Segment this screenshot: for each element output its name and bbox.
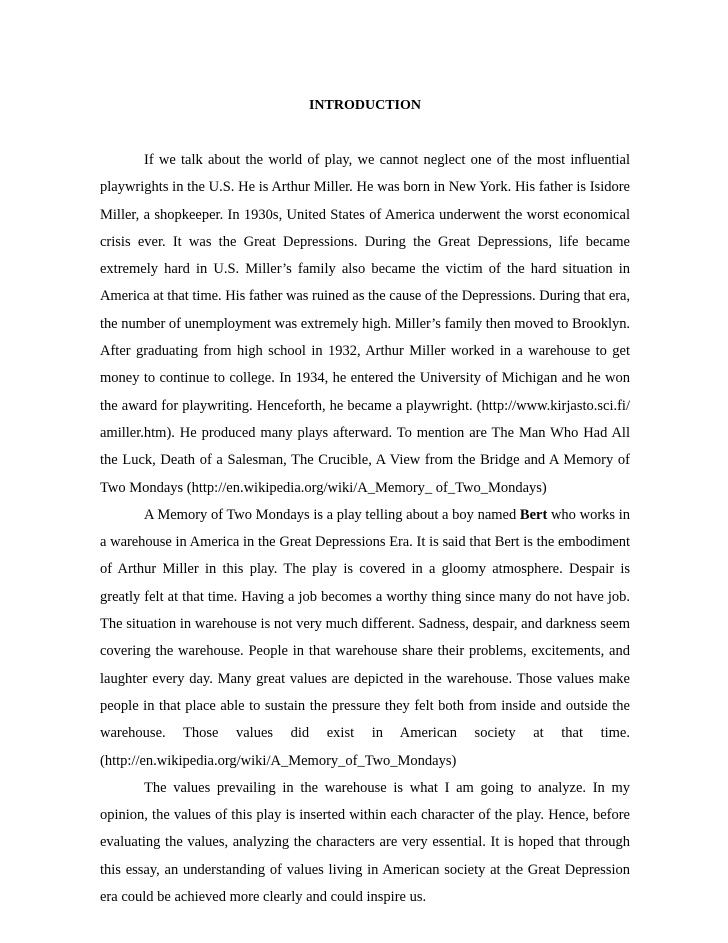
- text-line: evaluating the values, analyzing the characters are very essential. It is hoped that through: [100, 834, 630, 851]
- text-line: [100, 502, 630, 529]
- text-line: amiller.htm). He produced many plays afterward. To mention are The Man Who Had All: [100, 424, 630, 441]
- text-line: The values prevailing in the warehouse is what I am going to analyze. In my: [144, 779, 630, 796]
- text-line: (http://en.wikipedia.org/wiki/A_Memory_of_Two_Mondays): [100, 752, 457, 769]
- text-line: Two Mondays (http://en.wikipedia.org/wiki/A_Memory_ of_Two_Mondays): [100, 479, 547, 496]
- paragraph-3: [100, 775, 630, 911]
- text-line: covering the warehouse. People in that warehouse share their problems, excitements, and: [100, 643, 630, 660]
- text-line: Miller, a shopkeeper. In 1930s, United States of America underwent the worst economical: [100, 206, 630, 223]
- text-line: crisis ever. It was the Great Depressions. During the Great Depressions, life became: [100, 233, 630, 250]
- text-run: who works in: [547, 506, 630, 523]
- text-line: America at that time. His father was ruined as the cause of the Depressions. During that era,: [100, 288, 630, 305]
- text-line: After graduating from high school in 1932, Arthur Miller worked in a warehouse to get: [100, 343, 630, 360]
- text-line: greatly felt at that time. Having a job becomes a worthy thing since many do not have job.: [100, 588, 630, 605]
- text-line: warehouse. Those values did exist in American society at that time.: [100, 725, 630, 742]
- text-line: the award for playwriting. Henceforth, he became a playwright. (http://www.kirjasto.sci.fi/: [100, 397, 630, 414]
- page-title: INTRODUCTION: [308, 98, 421, 113]
- text-run: A Memory of Two Mondays is a play telling about a boy named: [144, 506, 520, 523]
- paragraph-2: [100, 502, 630, 775]
- paragraph-1: [100, 147, 630, 502]
- text-line: a warehouse in America in the Great Depressions Era. It is said that Bert is the embodiment: [100, 534, 630, 551]
- text-line: playwrights in the U.S. He is Arthur Miller. He was born in New York. His father is Isidore: [100, 179, 630, 196]
- text-line: people in that place able to sustain the pressure they felt both from inside and outside the: [100, 697, 630, 714]
- text-line: opinion, the values of this play is inserted within each character of the play. Hence, before: [100, 807, 630, 824]
- body-text: [100, 147, 630, 911]
- character-name-bold: Bert: [519, 506, 548, 523]
- text-line: era could be achieved more clearly and could inspire us.: [100, 889, 427, 906]
- text-line: the Luck, Death of a Salesman, The Crucible, A View from the Bridge and A Memory of: [100, 452, 630, 469]
- text-line: this essay, an understanding of values living in American society at the Great Depression: [100, 861, 630, 878]
- text-line: of Arthur Miller in this play. The play is covered in a gloomy atmosphere. Despair is: [100, 561, 630, 578]
- text-line: the number of unemployment was extremely high. Miller’s family then moved to Brooklyn.: [100, 315, 630, 332]
- text-line: money to continue to college. In 1934, he entered the University of Michigan and he won: [100, 370, 630, 387]
- text-line: extremely hard in U.S. Miller’s family also became the victim of the hard situation in: [100, 261, 630, 278]
- text-line: If we talk about the world of play, we cannot neglect one of the most influential: [144, 152, 630, 168]
- text-line: laughter every day. Many great values are depicted in the warehouse. Those values make: [100, 670, 630, 687]
- text-line: The situation in warehouse is not very much different. Sadness, despair, and darkness seem: [100, 616, 630, 633]
